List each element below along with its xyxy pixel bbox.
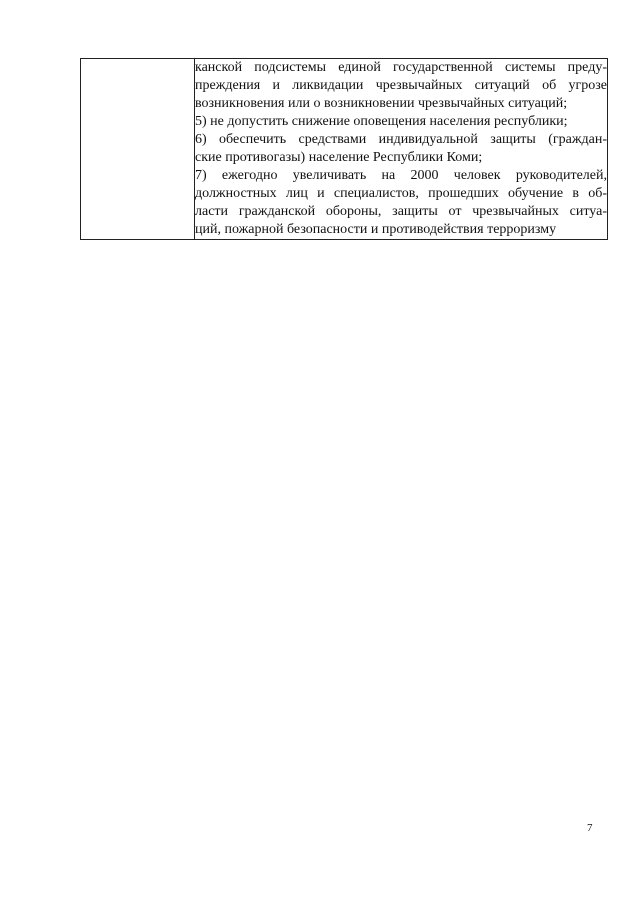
table-cell-right — [195, 59, 608, 240]
content-table — [80, 58, 608, 240]
text-line: ласти гражданской обороны, защиты от чрезвычайных ситуа- — [195, 204, 607, 219]
text-line: 5) не допустить снижение оповещения населения республики; — [195, 114, 568, 129]
text-line: ские противогазы) население Республики Коми; — [195, 150, 483, 165]
text-line: ций, пожарной безопасности и противодействия терроризму — [195, 222, 557, 237]
text-line: 6) обеспечить средствами индивидуальной защиты (граждан- — [195, 132, 607, 147]
page-number: 7 — [587, 822, 593, 834]
text-line: 7) ежегодно увеличивать на 2000 человек руководителей, — [195, 168, 607, 183]
table-row — [81, 59, 608, 240]
text-line: преждения и ликвидации чрезвычайных ситуаций об угрозе — [195, 78, 607, 93]
text-line: должностных лиц и специалистов, прошедших обучение в об- — [195, 186, 607, 201]
text-line: возникновения или о возникновении чрезвычайных ситуаций; — [195, 96, 568, 111]
text-line: канской подсистемы единой государственной системы преду- — [195, 60, 607, 75]
table-cell-left — [81, 59, 195, 240]
